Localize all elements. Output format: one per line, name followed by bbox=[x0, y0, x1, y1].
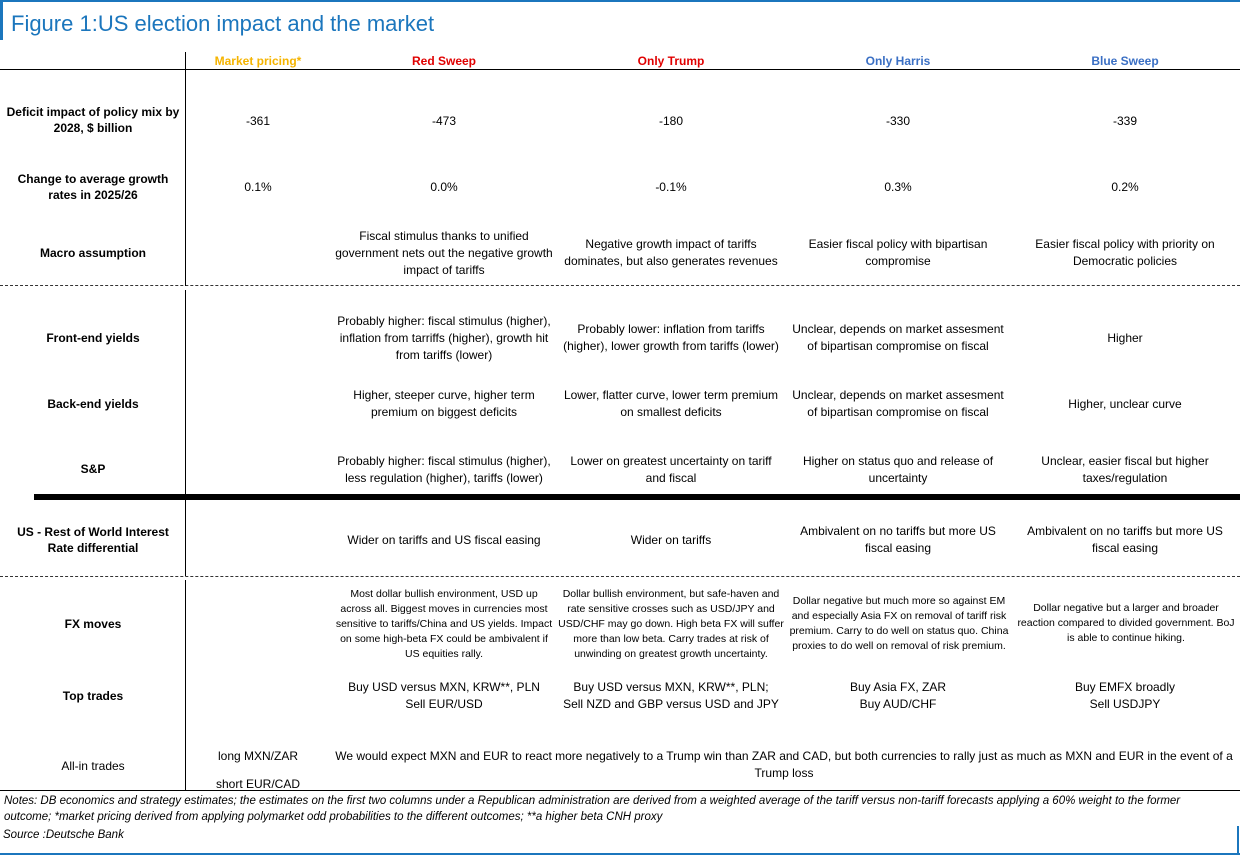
label-column-divider bbox=[185, 290, 186, 494]
label-column-divider bbox=[185, 52, 186, 286]
header-red-sweep: Red Sweep bbox=[411, 54, 477, 68]
row-label-growth: Change to average growth rates in 2025/26 bbox=[17, 172, 169, 202]
fx-trump: Dollar bullish environment, but safe-haven and rate sensitive crosses such as USD/JPY and USD/CHF may go down. High beta FX will suffer more than low beta. Carry trades at risk of unwinding on greatest growth uncertainty. bbox=[558, 587, 784, 660]
row-label-front-end: Front-end yields bbox=[46, 331, 140, 345]
header-blue-sweep: Blue Sweep bbox=[1091, 54, 1159, 68]
allin-text: We would expect MXN and EUR to react more negatively to a Trump win than ZAR and CAD, but both currencies to rally just as much as MXN and EUR in the event of a Trump loss bbox=[335, 749, 1233, 780]
fx-red: Most dollar bullish environment, USD up across all. Biggest moves in currencies most sensitive to tariffs/China and US yields. Impact on some high-beta FX could be ambivalent if US equities rally. bbox=[335, 587, 553, 660]
fx-blue: Dollar negative but a larger and broader reaction compared to divided government. BoJ is able to continue hiking. bbox=[1017, 601, 1235, 644]
top-red-line1: Buy USD versus MXN, KRW**, PLN bbox=[348, 679, 540, 694]
macro-trump: Negative growth impact of tariffs dominates, but also generates revenues bbox=[564, 237, 778, 268]
row-label-all-in-trades: All-in trades bbox=[61, 759, 125, 773]
sp-trump: Lower on greatest uncertainty on tariff and fiscal bbox=[570, 454, 772, 485]
top-blue-line1: Buy EMFX broadly bbox=[1074, 679, 1176, 694]
row-label-sp: S&P bbox=[80, 462, 106, 476]
label-column-divider bbox=[185, 500, 186, 576]
top-blue-line2: Sell USDJPY bbox=[1089, 696, 1161, 711]
section-divider-2 bbox=[0, 576, 1240, 577]
figure-title-bar bbox=[0, 0, 1240, 40]
back-red: Higher, steeper curve, higher term premium on biggest deficits bbox=[353, 388, 535, 419]
growth-market: 0.1% bbox=[244, 179, 272, 194]
sp-blue: Unclear, easier fiscal but higher taxes/regulation bbox=[1041, 454, 1209, 485]
diff-trump: Wider on tariffs bbox=[630, 532, 712, 547]
sp-red: Probably higher: fiscal stimulus (higher), less regulation (higher), tariffs (lower) bbox=[337, 454, 551, 485]
top-trump-line2: Sell NZD and GBP versus USD and JPY bbox=[563, 696, 779, 711]
row-label-rate-differential: US - Rest of World Interest Rate differential bbox=[17, 525, 169, 555]
deficit-trump: -180 bbox=[658, 113, 684, 128]
growth-blue: 0.2% bbox=[1111, 179, 1139, 194]
header-market-pricing: Market pricing* bbox=[214, 54, 302, 68]
sp-harris: Higher on status quo and release of uncertainty bbox=[802, 454, 994, 485]
label-column-divider bbox=[185, 580, 186, 790]
row-label-top-trades: Top trades bbox=[62, 689, 124, 703]
row-label-fx-moves: FX moves bbox=[64, 617, 122, 631]
deficit-market: -361 bbox=[245, 113, 271, 128]
front-trump: Probably lower: inflation from tariffs (higher), lower growth from tariffs (lower) bbox=[563, 322, 779, 353]
macro-blue: Easier fiscal policy with priority on Democratic policies bbox=[1035, 237, 1215, 268]
allin-market-line2: short EUR/CAD bbox=[215, 776, 301, 791]
front-blue: Higher bbox=[1107, 330, 1143, 345]
section-divider-thick bbox=[34, 494, 1240, 500]
diff-blue: Ambivalent on no tariffs but more US fiscal easing bbox=[1027, 524, 1223, 555]
top-red-line2: Sell EUR/USD bbox=[405, 696, 483, 711]
growth-harris: 0.3% bbox=[884, 179, 912, 194]
header-only-harris: Only Harris bbox=[865, 54, 931, 68]
front-harris: Unclear, depends on market assesment of bipartisan compromise on fiscal bbox=[792, 322, 1004, 353]
figure-title: Figure 1:US election impact and the market bbox=[11, 11, 435, 36]
deficit-blue: -339 bbox=[1112, 113, 1138, 128]
frame-right-bar bbox=[1237, 826, 1239, 854]
section-divider-1 bbox=[0, 285, 1240, 286]
allin-market-line1: long MXN/ZAR bbox=[217, 748, 299, 763]
row-label-back-end: Back-end yields bbox=[47, 397, 139, 411]
deficit-harris: -330 bbox=[885, 113, 911, 128]
frame-bottom-bar bbox=[0, 853, 1240, 855]
row-label-deficit: Deficit impact of policy mix by 2028, $ billion bbox=[6, 105, 180, 135]
row-label-macro: Macro assumption bbox=[39, 246, 147, 260]
top-harris-line1: Buy Asia FX, ZAR bbox=[849, 679, 947, 694]
macro-harris: Easier fiscal policy with bipartisan compromise bbox=[808, 237, 988, 268]
top-trump-line1: Buy USD versus MXN, KRW**, PLN; bbox=[573, 679, 769, 694]
deficit-red: -473 bbox=[431, 113, 457, 128]
top-harris-line2: Buy AUD/CHF bbox=[859, 696, 937, 711]
growth-trump: -0.1% bbox=[655, 179, 687, 194]
diff-red: Wider on tariffs and US fiscal easing bbox=[347, 532, 541, 547]
source-line: Source :Deutsche Bank bbox=[3, 829, 124, 841]
footnotes: Notes: DB economics and strategy estimates; the estimates on the first two columns under a Republican administration are derived from a weighted average of the tariff versus non-tariff forecasts applying a 60% weight to the former outcome; *market pricing derived from applying polymarket odd probabilities to the different outcomes; **a higher beta CNH proxy bbox=[4, 795, 1181, 823]
back-trump: Lower, flatter curve, lower term premium on smallest deficits bbox=[563, 388, 779, 419]
back-blue: Higher, unclear curve bbox=[1068, 396, 1182, 411]
diff-harris: Ambivalent on no tariffs but more US fiscal easing bbox=[800, 524, 996, 555]
macro-red: Fiscal stimulus thanks to unified government nets out the negative growth impact of tariffs bbox=[335, 228, 553, 277]
front-red: Probably higher: fiscal stimulus (higher), inflation from tarriffs (higher), growth hit from tariffs (lower) bbox=[337, 313, 551, 362]
header-only-trump: Only Trump bbox=[637, 54, 705, 68]
fx-harris: Dollar negative but much more so against EM and especially Asia FX on removal of tariff risk premium. Carry to do well on status quo. China proxies to do well on removal of risk premium. bbox=[789, 595, 1009, 652]
growth-red: 0.0% bbox=[430, 179, 458, 194]
table-bottom-line bbox=[0, 790, 1240, 791]
back-harris: Unclear, depends on market assesment of bipartisan compromise on fiscal bbox=[792, 388, 1004, 419]
